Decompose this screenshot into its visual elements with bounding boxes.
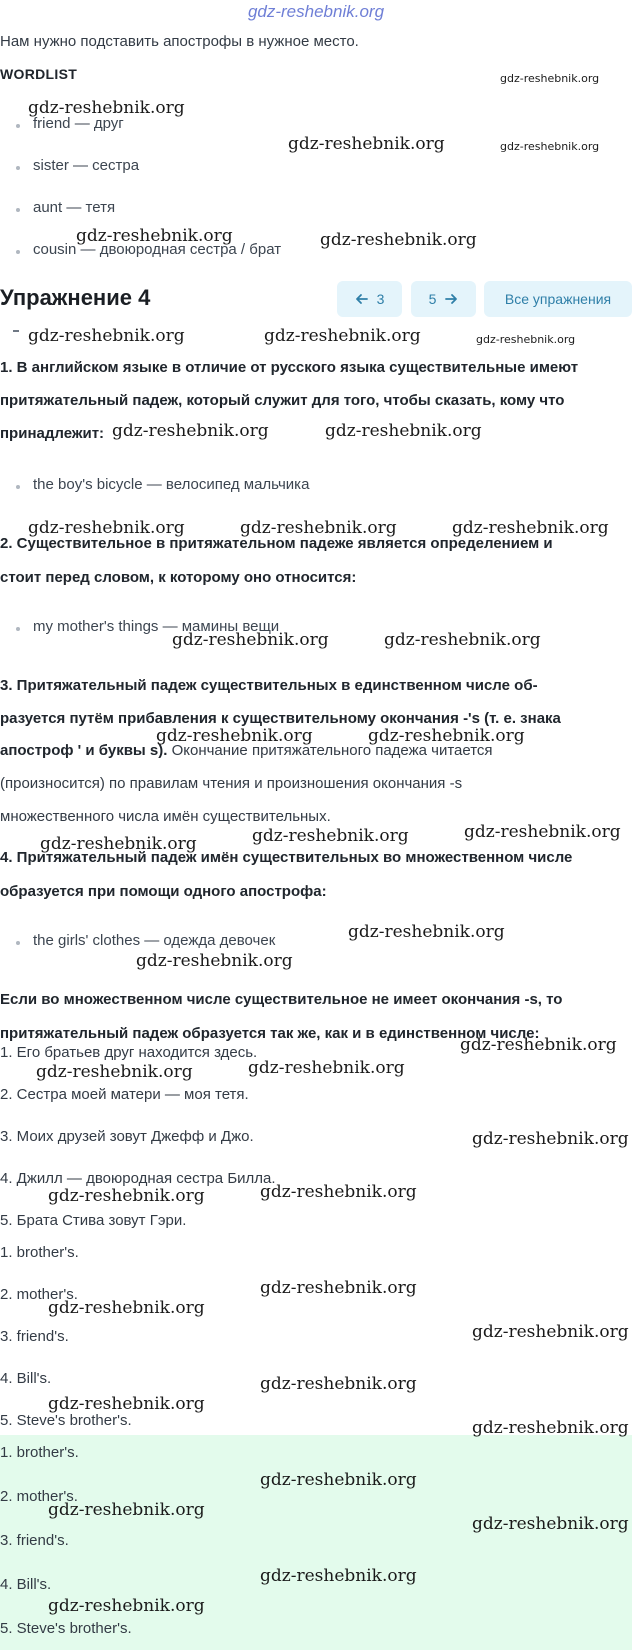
rule-1-line: принадлежит: bbox=[0, 425, 105, 442]
watermark: gdz-reshebnik.org bbox=[260, 1374, 417, 1394]
translation-line: 1. Его братьев друг находится здесь. bbox=[0, 1044, 258, 1061]
watermark: gdz-reshebnik.org bbox=[112, 421, 269, 441]
prev-exercise-label: 3 bbox=[376, 291, 385, 307]
watermark: gdz-reshebnik.org bbox=[472, 1514, 629, 1534]
translation-line: 3. Моих друзей зовут Джефф и Джо. bbox=[0, 1128, 254, 1145]
answer-line: 3. friend's. bbox=[0, 1328, 69, 1345]
watermark: gdz-reshebnik.org bbox=[264, 326, 421, 346]
next-exercise-label: 5 bbox=[428, 291, 437, 307]
rule-1-line: притяжательный падеж, который служит для того, чтобы сказать, кому что bbox=[0, 392, 565, 409]
rule-4-example: the girls' clothes — одежда девочек bbox=[33, 932, 276, 949]
bullet bbox=[16, 208, 20, 212]
bullet bbox=[16, 250, 20, 254]
answer-line: 1. brother's. bbox=[0, 1244, 79, 1261]
rule-4-line: образуется при помощи одного апострофа: bbox=[0, 883, 327, 900]
watermark: gdz-reshebnik.org bbox=[248, 1058, 405, 1078]
prev-exercise-button[interactable] bbox=[337, 281, 402, 317]
watermark: gdz-reshebnik.org bbox=[28, 518, 185, 538]
bullet bbox=[16, 124, 20, 128]
answer-box-line: 2. mother's. bbox=[0, 1488, 78, 1505]
answer-box bbox=[0, 1435, 632, 1650]
watermark: gdz-reshebnik.org bbox=[48, 1298, 205, 1318]
watermark: gdz-reshebnik.org bbox=[320, 230, 477, 250]
watermark: gdz-reshebnik.org bbox=[48, 1186, 205, 1206]
exercise-title: Упражнение 4 bbox=[0, 285, 151, 310]
watermark: gdz-reshebnik.org bbox=[476, 333, 576, 346]
wordlist-item: friend — друг bbox=[33, 115, 124, 132]
rule-3-line: разуется путём прибавления к существительному окончания -'s (т. е. знака bbox=[0, 710, 561, 727]
watermark: gdz-reshebnik.org bbox=[156, 726, 313, 746]
answer-line: 2. mother's. bbox=[0, 1286, 78, 1303]
watermark: gdz-reshebnik.org bbox=[260, 1566, 417, 1586]
watermark: gdz-reshebnik.org bbox=[260, 1470, 417, 1490]
answer-box-line: 1. brother's. bbox=[0, 1444, 79, 1461]
wordlist-item: sister — сестра bbox=[33, 157, 140, 174]
rule-3-bold-part: апостроф ' и буквы s). bbox=[0, 742, 168, 759]
watermark: gdz-reshebnik.org bbox=[48, 1500, 205, 1520]
wordlist-item: aunt — тетя bbox=[33, 199, 116, 216]
watermark: gdz-reshebnik.org bbox=[136, 951, 293, 971]
watermark: gdz-reshebnik.org bbox=[240, 518, 397, 538]
answer-box-line: 3. friend's. bbox=[0, 1532, 69, 1549]
watermark: gdz-reshebnik.org bbox=[260, 1182, 417, 1202]
site-logo[interactable]: gdz-reshebnik.org bbox=[247, 2, 385, 21]
wordlist-label: WORDLIST bbox=[0, 66, 78, 82]
answer-line: 4. Bill's. bbox=[0, 1370, 52, 1387]
watermark: gdz-reshebnik.org bbox=[28, 98, 185, 118]
watermark: gdz-reshebnik.org bbox=[48, 1596, 205, 1616]
rule-2-line: 2. Существительное в притяжательном падеже является определением и bbox=[0, 535, 553, 552]
watermark: gdz-reshebnik.org bbox=[76, 226, 233, 246]
bullet bbox=[16, 485, 20, 489]
rule-2-line: стоит перед словом, к которому оно относится: bbox=[0, 569, 357, 586]
rule-1-example: the boy's bicycle — велосипед мальчика bbox=[33, 476, 310, 493]
rule-4-line: 4. Притяжательный падеж имён существительных во множественном числе bbox=[0, 849, 573, 866]
divider-dash bbox=[13, 330, 19, 332]
watermark: gdz-reshebnik.org bbox=[40, 834, 197, 854]
watermark: gdz-reshebnik.org bbox=[348, 922, 505, 942]
rule-2-example: my mother's things — мамины вещи bbox=[33, 618, 280, 635]
next-exercise-button[interactable] bbox=[411, 281, 476, 317]
arrow-left-icon bbox=[355, 292, 369, 306]
translation-line: 5. Брата Стива зовут Гэри. bbox=[0, 1212, 187, 1229]
rule-5-line: Если во множественном числе существительное не имеет окончания -s, то bbox=[0, 991, 563, 1008]
watermark: gdz-reshebnik.org bbox=[260, 1278, 417, 1298]
rule-1-line: 1. В английском языке в отличие от русского языка существительные имеют bbox=[0, 359, 579, 376]
watermark: gdz-reshebnik.org bbox=[172, 630, 329, 650]
answer-box-line: 5. Steve's brother's. bbox=[0, 1620, 132, 1637]
rule-3-line: (произносится) по правилам чтения и произношения окончания -s bbox=[0, 775, 463, 792]
translation-line: 2. Сестра моей матери — моя тетя. bbox=[0, 1086, 249, 1103]
watermark: gdz-reshebnik.org bbox=[48, 1394, 205, 1414]
watermark: gdz-reshebnik.org bbox=[288, 134, 445, 154]
arrow-right-icon bbox=[444, 292, 458, 306]
all-exercises-button[interactable] bbox=[484, 281, 632, 317]
watermark: gdz-reshebnik.org bbox=[472, 1322, 629, 1342]
watermark: gdz-reshebnik.org bbox=[500, 72, 600, 85]
watermark: gdz-reshebnik.org bbox=[500, 140, 600, 153]
watermark: gdz-reshebnik.org bbox=[472, 1129, 629, 1149]
answer-box-line: 4. Bill's. bbox=[0, 1576, 52, 1593]
watermark: gdz-reshebnik.org bbox=[384, 630, 541, 650]
watermark: gdz-reshebnik.org bbox=[460, 1035, 617, 1055]
rule-3-line: 3. Притяжательный падеж существительных в единственном числе об- bbox=[0, 677, 538, 694]
wordlist-item: cousin — двоюродная сестра / брат bbox=[33, 241, 282, 258]
rule-3-normal-part: Окончание притяжательного падежа читается bbox=[167, 742, 493, 759]
watermark: gdz-reshebnik.org bbox=[452, 518, 609, 538]
rule-3-line: множественного числа имён существительных. bbox=[0, 808, 331, 825]
bullet bbox=[16, 166, 20, 170]
watermark: gdz-reshebnik.org bbox=[28, 326, 185, 346]
answer-line: 5. Steve's brother's. bbox=[0, 1412, 132, 1429]
watermark: gdz-reshebnik.org bbox=[368, 726, 525, 746]
bullet bbox=[16, 941, 20, 945]
watermark: gdz-reshebnik.org bbox=[472, 1418, 629, 1438]
watermark: gdz-reshebnik.org bbox=[252, 826, 409, 846]
watermark: gdz-reshebnik.org bbox=[36, 1062, 193, 1082]
watermark: gdz-reshebnik.org bbox=[325, 421, 482, 441]
all-exercises-label: Все упражнения bbox=[504, 291, 612, 307]
rule-5-line: притяжательный падеж образуется так же, как и в единственном числе: bbox=[0, 1025, 540, 1042]
intro-text: Нам нужно подставить апострофы в нужное место. bbox=[0, 33, 359, 50]
translation-line: 4. Джилл — двоюродная сестра Билла. bbox=[0, 1170, 276, 1187]
bullet bbox=[16, 627, 20, 631]
watermark: gdz-reshebnik.org bbox=[464, 822, 621, 842]
